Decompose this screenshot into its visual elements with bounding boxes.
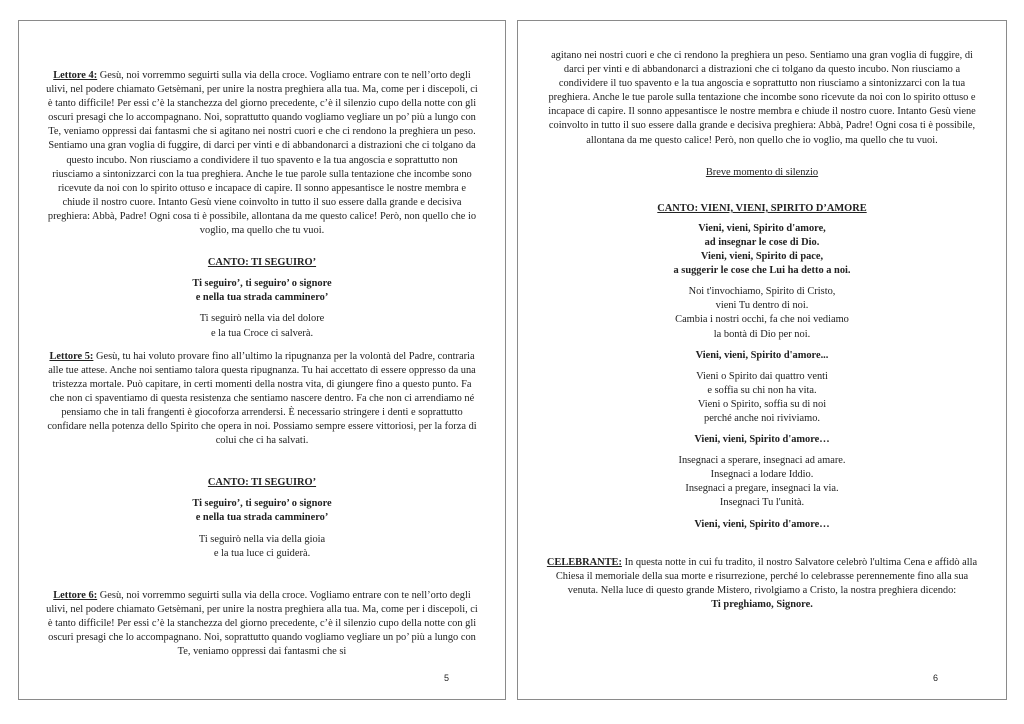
canto-verse-line: perché anche noi riviviamo.: [704, 412, 820, 424]
canto-vieni-title: CANTO: VIENI, VIENI, SPIRITO D’AMORE: [657, 202, 867, 214]
canto2-refrain-line: Ti seguiro’, ti seguiro’ o signore: [192, 498, 332, 510]
canto1-verse-line: e la tua Croce ci salverà.: [210, 327, 314, 339]
silence-note: Breve momento di silenzio: [705, 166, 819, 178]
canto2-verse-line: Ti seguirò nella via della gioia: [198, 533, 326, 545]
celebrante-response: Ti preghiamo, Signore.: [711, 598, 813, 610]
right-page-content: [544, 49, 980, 612]
canto-verse-line: e soffia su chi non ha vita.: [707, 384, 817, 396]
canto-refrain-line: ad insegnar le cose di Dio.: [704, 236, 820, 248]
lettore4-label: Lettore 4:: [53, 70, 98, 81]
lettore6-text: Gesù, noi vorremmo seguirti sulla via della croce. Vogliamo entrare con te nell’orto degli ulivi, nel podere chiamato Getsèmani, per unire la nostra preghiera alla tua. Ma, come per i discepoli, ci è tanto difficile! Per essi c’è la stanchezza del giorno precedente, c’è il silenzio cupo della notte con gli oscuri presagi che lo accompagnano. Noi, soprattutto quando vogliamo vegliare un po’ più a lungo con Te, veniamo oppressi dai fantasmi che si: [46, 589, 478, 658]
lettore6-label: Lettore 6:: [53, 589, 98, 601]
lettore5-paragraph: [45, 350, 479, 449]
canto2-verse-line: e la tua luce ci guiderà.: [213, 547, 311, 559]
celebrante-label: CELEBRANTE:: [546, 556, 622, 568]
celebrante-paragraph: [544, 556, 980, 598]
canto-verse-line: Vieni o Spirito dai quattro venti: [696, 370, 828, 382]
canto2-refrain-line: e nella tua strada camminero’: [195, 512, 329, 524]
continuation-paragraph: agitano nei nostri cuori e che ci rendono la preghiera un peso. Sentiamo una gran voglia di fuggire, di darci per vinti e di abbandonarci a distrazioni che ci tolgano da questo incubo. Non riusciamo a condividere il tuo spavento e la tua angoscia e soprattutto non riusciamo a sintonizzarci con la tua preghiera. Anche le tue parole sulla tentazione che incombe sono ricevute da noi con lo spirito ottuso e incapace di capire. Il sonno appesantisce le nostre membra e chiude il nostro cuore. Intanto Gesù viene coinvolto in tutto il suo essere dalla grande e decisiva preghiera: Abbà, Padre! Ogni cosa ti è possibile, allontana da me questo calice! Però, non quello che io voglio, ma quello che tu vuoi.: [548, 50, 976, 146]
page-number: 6: [932, 673, 938, 683]
page-number: 5: [443, 673, 449, 683]
canto-refrain-short: Vieni, vieni, Spirito d'amore...: [695, 349, 829, 361]
canto-refrain-short: Vieni, vieni, Spirito d'amore…: [694, 518, 830, 530]
canto-verse-line: la bontà di Dio per noi.: [713, 328, 811, 340]
canto-verse-line: Insegnaci Tu l'unità.: [719, 497, 805, 509]
lettore4-text: Gesù, noi vorremmo seguirti sulla via della croce. Vogliamo entrare con te nell’orto degli ulivi, nel podere chiamato Getsèmani, per unire la nostra preghiera alla tua. Ma, come per i discepoli, ci è tanto difficile! Per essi c’è la stanchezza del giorno precedente, c’è il silenzio cupo della notte con gli oscuri presagi che lo accompagnano. Noi, soprattutto quando vogliamo vegliare un po’ più a lungo con Te, veniamo oppressi dai fantasmi che si agitano nei nostri cuori e che ci rendono la preghiera un peso. Sentiamo una gran voglia di fuggire, di darci per vinti e di abbandonarci a distrazioni che ci tolgano da questo incubo. Non riusciamo a condividere il tuo spavento e la tua angoscia e soprattutto non riusciamo a sintonizzarci con la tua preghiera. Anche le tue parole sulla tentazione che incombe sono ricevute da noi con lo spirito ottuso e incapace di capire. Il sonno appesantisce le nostre membra e chiude il nostro cuore. Intanto Gesù viene coinvolto in tutto il suo essere dalla grande e decisiva preghiera: Abbà, Padre! Ogni cosa ti è possibile, allontana da me questo calice! Però, non quello che io voglio, ma quello che tu vuoi.: [46, 70, 478, 237]
canto2-title: CANTO: TI SEGUIRO’: [207, 477, 317, 489]
lettore4-paragraph: [45, 69, 479, 238]
canto-verse-line: Insegnaci a lodare Iddio.: [710, 469, 814, 481]
canto-refrain-line: Vieni, vieni, Spirito di pace,: [700, 251, 824, 263]
lettore5-label: Lettore 5:: [49, 350, 94, 362]
lettore5-text: Gesù, tu hai voluto provare fino all’ultimo la ripugnanza per la volontà del Padre, contraria alle tue attese. Anche noi sentiamo talora questa ripugnanza. Tu hai accettato di essere oppresso da una tristezza mortale. Può capitare, in certi momenti della nostra vita, di giungere fino a questo punto. Fa che non ci spaventiamo di questa resistenza che sentiamo nascere dentro. Fa che non ci arrendiamo né pensiamo che in tali frangenti è giocoforza arrendersi. È necessario stringere i denti e soprattutto confidare nella potenza dello Spirito che opera in noi. Possiamo sempre essere vittoriosi, per la forza di colui che ci ha salvati.: [47, 350, 477, 447]
celebrante-text: In questa notte in cui fu tradito, il nostro Salvatore celebrò l'ultima Cena e affidò alla Chiesa il memoriale della sua morte e risurrezione, perché lo celebrasse perennemente fino alla sua venuta. Nella luce di questo grande Mistero, rivolgiamo a Cristo, la nostra preghiera dicendo:: [555, 556, 978, 596]
left-page-content: [45, 69, 479, 659]
canto1-refrain-line: e nella tua strada camminero’: [195, 292, 329, 304]
canto1-refrain-line: Ti seguiro’, ti seguiro’ o signore: [192, 278, 332, 290]
canto-refrain-short: Vieni, vieni, Spirito d'amore…: [694, 434, 830, 446]
page-left: [18, 20, 506, 700]
canto-refrain-line: Vieni, vieni, Spirito d'amore,: [698, 222, 826, 234]
canto-verse-line: vieni Tu dentro di noi.: [715, 300, 809, 312]
canto-verse-line: Cambia i nostri occhi, fa che noi vediamo: [675, 314, 849, 326]
canto-verse-line: Insegnaci a pregare, insegnaci la via.: [685, 483, 839, 495]
page-right: [517, 20, 1007, 700]
canto-verse-line: Noi t'invochiamo, Spirito di Cristo,: [688, 286, 836, 298]
canto1-title: CANTO: TI SEGUIRO’: [207, 257, 317, 269]
canto-verse-line: Vieni o Spirito, soffia su di noi: [697, 398, 827, 410]
canto-verse-line: Insegnaci a sperare, insegnaci ad amare.: [678, 455, 846, 467]
canto1-verse-line: Ti seguirò nella via del dolore: [199, 313, 325, 325]
canto-refrain-line: a suggerir le cose che Lui ha detto a noi.: [673, 265, 851, 277]
lettore6-paragraph: [45, 589, 479, 659]
